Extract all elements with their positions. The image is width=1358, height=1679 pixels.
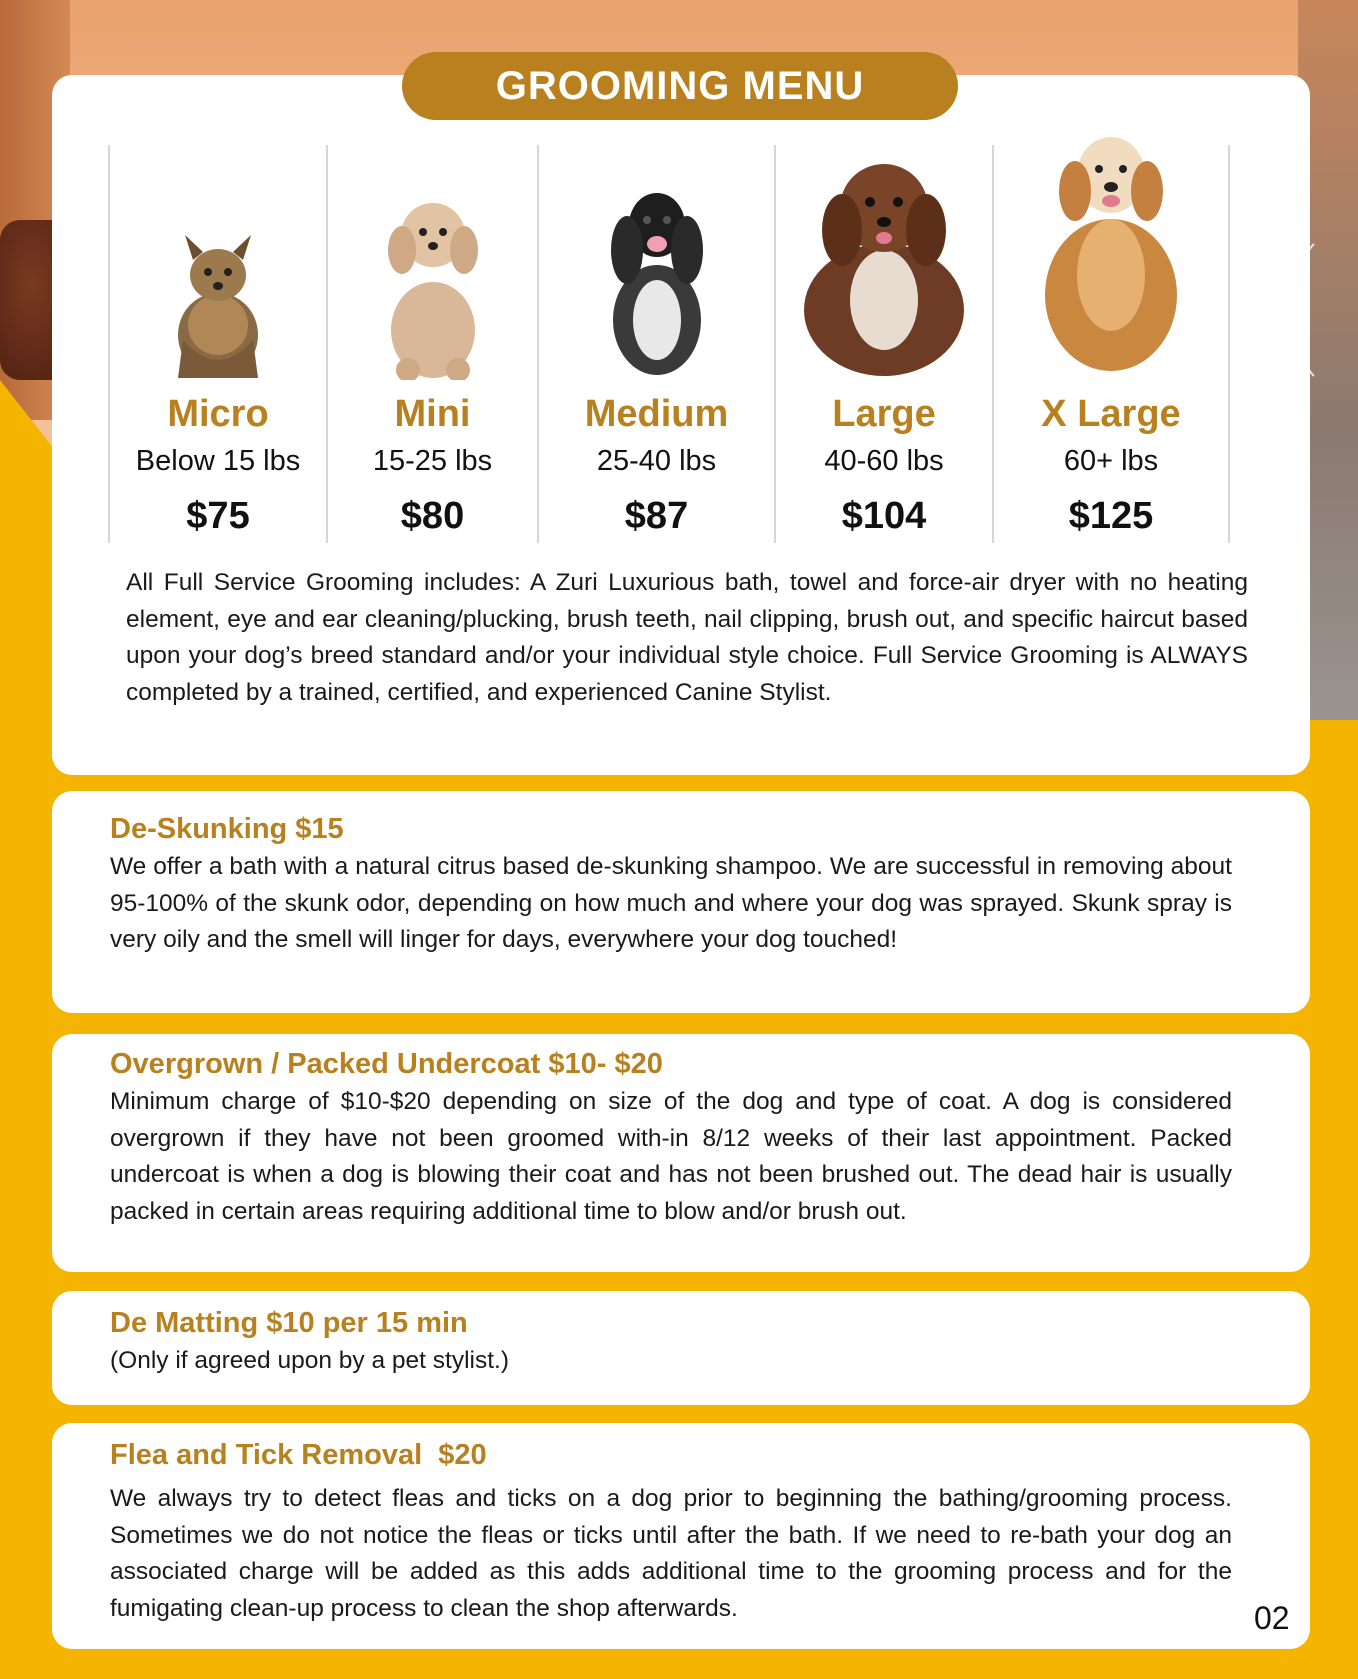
size-name: Medium bbox=[584, 393, 729, 435]
size-name: Micro bbox=[167, 393, 269, 435]
service-title: Overgrown / Packed Undercoat $10- $20 bbox=[110, 1048, 663, 1080]
service-card-undercoat bbox=[52, 1034, 1310, 1272]
size-weight: Below 15 lbs bbox=[135, 445, 301, 477]
service-description: Minimum charge of $10-$20 depending on size of the dog and type of coat. A dog is considered overgrown if they have not been groomed with-in 8/12 weeks of their last appointment. Packed undercoat is when a dog is blowing their coat and has not been brushed out. The dead hair is usually packed in certain areas requiring additional time to blow and/or brush out. bbox=[110, 1088, 1232, 1225]
size-weight: 60+ lbs bbox=[1063, 445, 1159, 477]
size-price: $125 bbox=[1068, 495, 1154, 537]
size-column-large bbox=[774, 145, 992, 543]
service-card-de-skunking bbox=[52, 791, 1310, 1013]
size-weight: 15-25 lbs bbox=[372, 445, 493, 477]
size-name: Mini bbox=[394, 393, 471, 435]
size-name: X Large bbox=[1041, 393, 1181, 435]
page-title: GROOMING MENU bbox=[402, 52, 958, 120]
service-description: (Only if agreed upon by a pet stylist.) bbox=[110, 1347, 509, 1374]
size-column-medium bbox=[537, 145, 774, 543]
size-price-grid bbox=[108, 145, 1230, 543]
size-column-micro bbox=[108, 145, 326, 543]
service-title: De-Skunking $15 bbox=[110, 813, 344, 845]
golden-retriever-dog-icon bbox=[1031, 125, 1191, 375]
size-weight: 25-40 lbs bbox=[596, 445, 717, 477]
spaniel-dog-icon bbox=[597, 180, 717, 380]
service-description: We always try to detect fleas and ticks on a dog prior to beginning the bathing/grooming process. Sometimes we do not notice the fleas or ticks until after the bath. If we need to re-bath your dog an associated charge will be added as this adds additional time to the grooming process and for the fumigating clean-up process to clean the shop afterwards. bbox=[110, 1485, 1232, 1622]
size-price: $104 bbox=[841, 495, 927, 537]
poodle-dog-icon bbox=[378, 190, 488, 380]
size-column-x-large bbox=[992, 145, 1230, 543]
size-price: $75 bbox=[186, 495, 250, 537]
full-service-description: All Full Service Grooming includes: A Zuri Luxurious bath, towel and force-air dryer with no heating element, eye and ear cleaning/plucking, brush teeth, nail clipping, brush out, and specific haircut based upon your dog’s breed standard and/or your individual style choice. Full Service Grooming is ALWAYS completed by a trained, certified, and experienced Canine Stylist. bbox=[126, 569, 1248, 706]
labradoodle-dog-icon bbox=[794, 150, 974, 380]
size-name: Large bbox=[832, 393, 936, 435]
size-price: $87 bbox=[624, 495, 689, 537]
service-card-flea-tick bbox=[52, 1423, 1310, 1649]
yorkie-dog-icon bbox=[163, 230, 273, 380]
size-weight: 40-60 lbs bbox=[824, 445, 944, 477]
service-card-de-matting bbox=[52, 1291, 1310, 1405]
service-description: We offer a bath with a natural citrus based de-skunking shampoo. We are successful in removing about 95-100% of the skunk odor, depending on how much and where your dog was sprayed. Skunk spray is very oily and the smell will linger for days, everywhere your dog touched! bbox=[110, 853, 1232, 953]
page-number: 02 bbox=[1254, 1600, 1290, 1636]
size-column-mini bbox=[326, 145, 537, 543]
service-title: De Matting $10 per 15 min bbox=[110, 1307, 468, 1339]
size-price: $80 bbox=[400, 495, 465, 537]
service-title: Flea and Tick Removal $20 bbox=[110, 1439, 487, 1471]
